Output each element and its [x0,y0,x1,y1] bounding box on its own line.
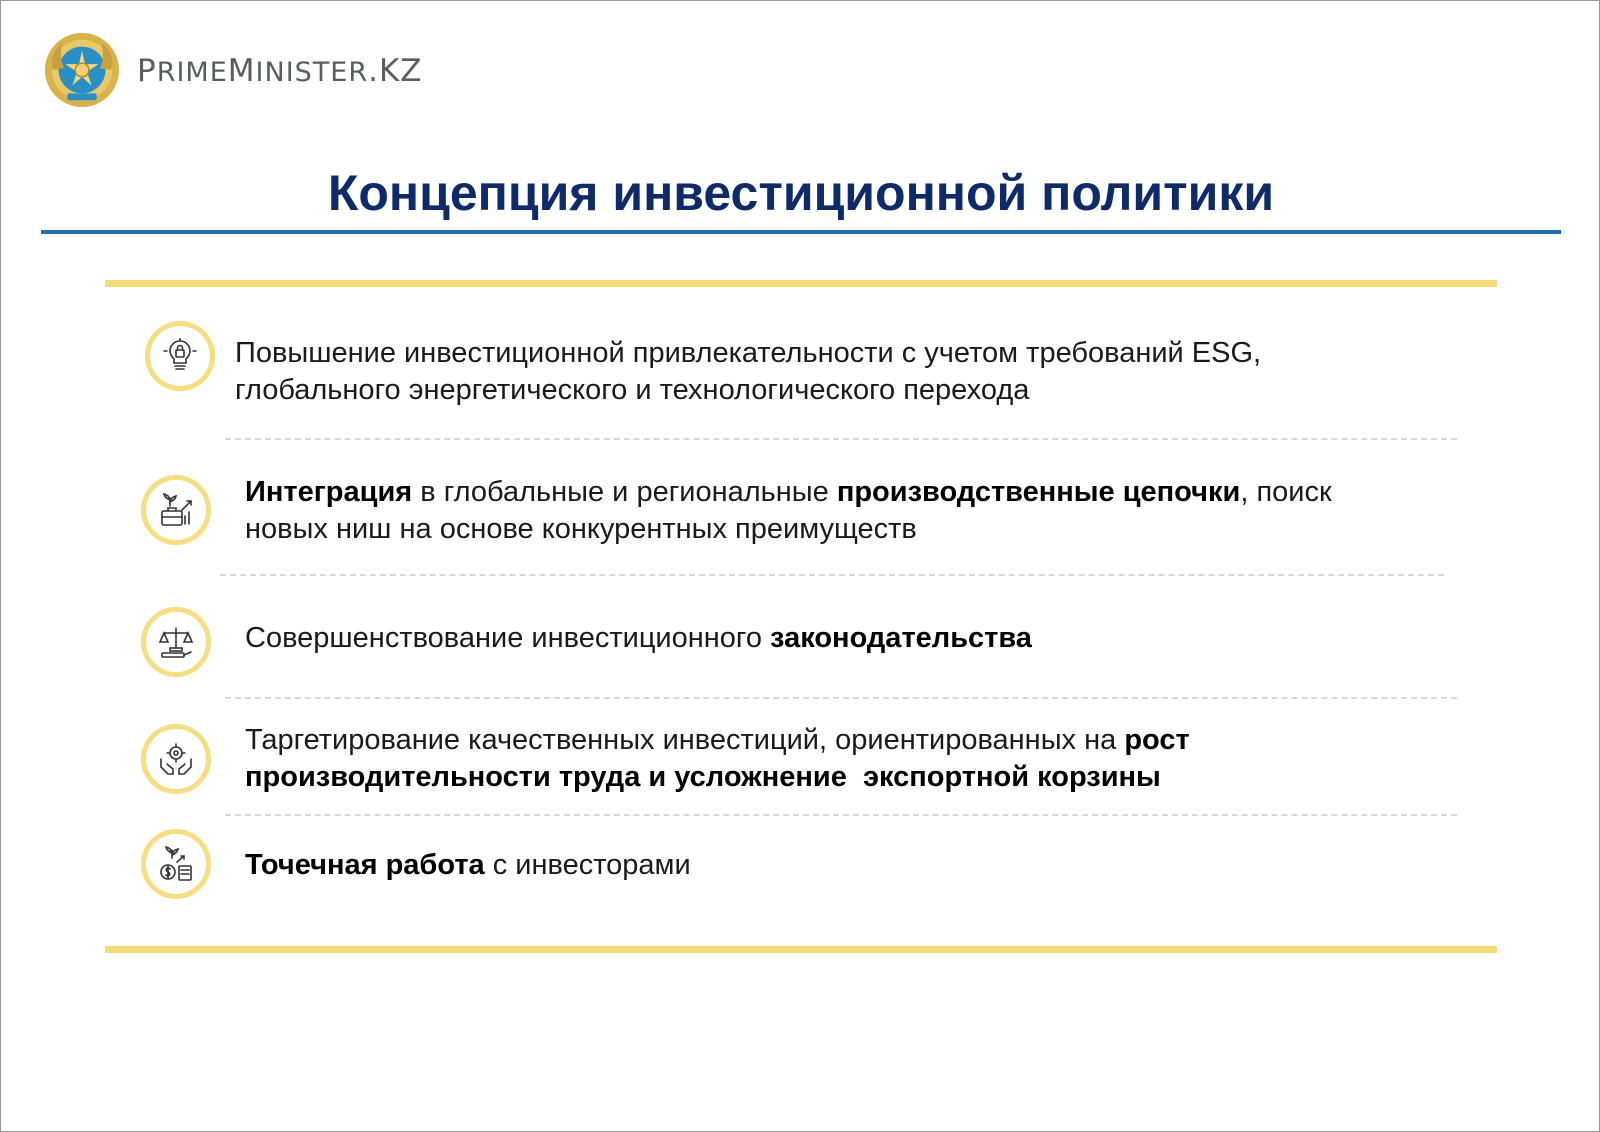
bold-phrase: Интеграция [245,476,413,508]
page-title: Концепция инвестиционной политики [327,165,1275,221]
item-icon-circle [141,475,211,545]
item-3-line-1 [245,620,1032,657]
lightbulb-lock-icon [162,338,198,374]
text-phrase: в глобальные и региональные [412,476,837,508]
gold-divider-top [105,280,1497,287]
hands-gear-icon [158,741,194,777]
dashed-separator [225,438,1457,440]
kazakhstan-emblem-icon [43,31,121,109]
dashed-separator [225,814,1457,816]
text-phrase: , поиск [1240,476,1332,508]
briefcase-growth-icon [158,492,194,528]
dashed-separator [225,697,1457,699]
item-text-2 [245,474,1332,548]
item-4-line-2 [245,759,1190,796]
item-1-line-2: глобального энергетического и технологического перехода [235,374,1030,406]
item-icon-circle [141,724,211,794]
gold-divider-bottom [105,946,1497,953]
item-text-5 [245,847,691,884]
title-divider [41,230,1561,234]
item-text-1 [235,335,1261,409]
item-5-line-1 [245,847,691,884]
scales-law-icon [158,624,194,660]
text-phrase: Таргетирование качественных инвестиций, ориентированных на [245,724,1125,756]
item-text-3 [245,620,1032,657]
bold-phrase: Точечная работа [245,849,485,881]
item-icon-circle [141,829,211,899]
item-4-line-1 [245,722,1190,759]
item-icon-circle [145,321,215,391]
site-name[interactable]: PRIMEMINISTER.KZ [137,53,423,89]
dashed-separator [220,574,1444,576]
item-2-line-2: новых ниш на основе конкурентных преимуществ [245,513,917,545]
item-icon-circle [141,607,211,677]
bold-phrase: законодательства [770,622,1032,654]
item-text-4 [245,722,1190,796]
text-phrase: Совершенствование инвестиционного [245,622,771,654]
text-phrase: с инвесторами [484,849,691,881]
bold-phrase: рост [1124,724,1190,756]
bold-phrase: производственные цепочки [836,476,1241,508]
item-2-line-1 [245,474,1332,511]
bold-phrase: производительности труда и усложнение экспортной корзины [245,761,1161,793]
item-1-line-1: Повышение инвестиционной привлекательности с учетом требований ESG, [235,337,1262,369]
money-plant-growth-icon [158,846,194,882]
